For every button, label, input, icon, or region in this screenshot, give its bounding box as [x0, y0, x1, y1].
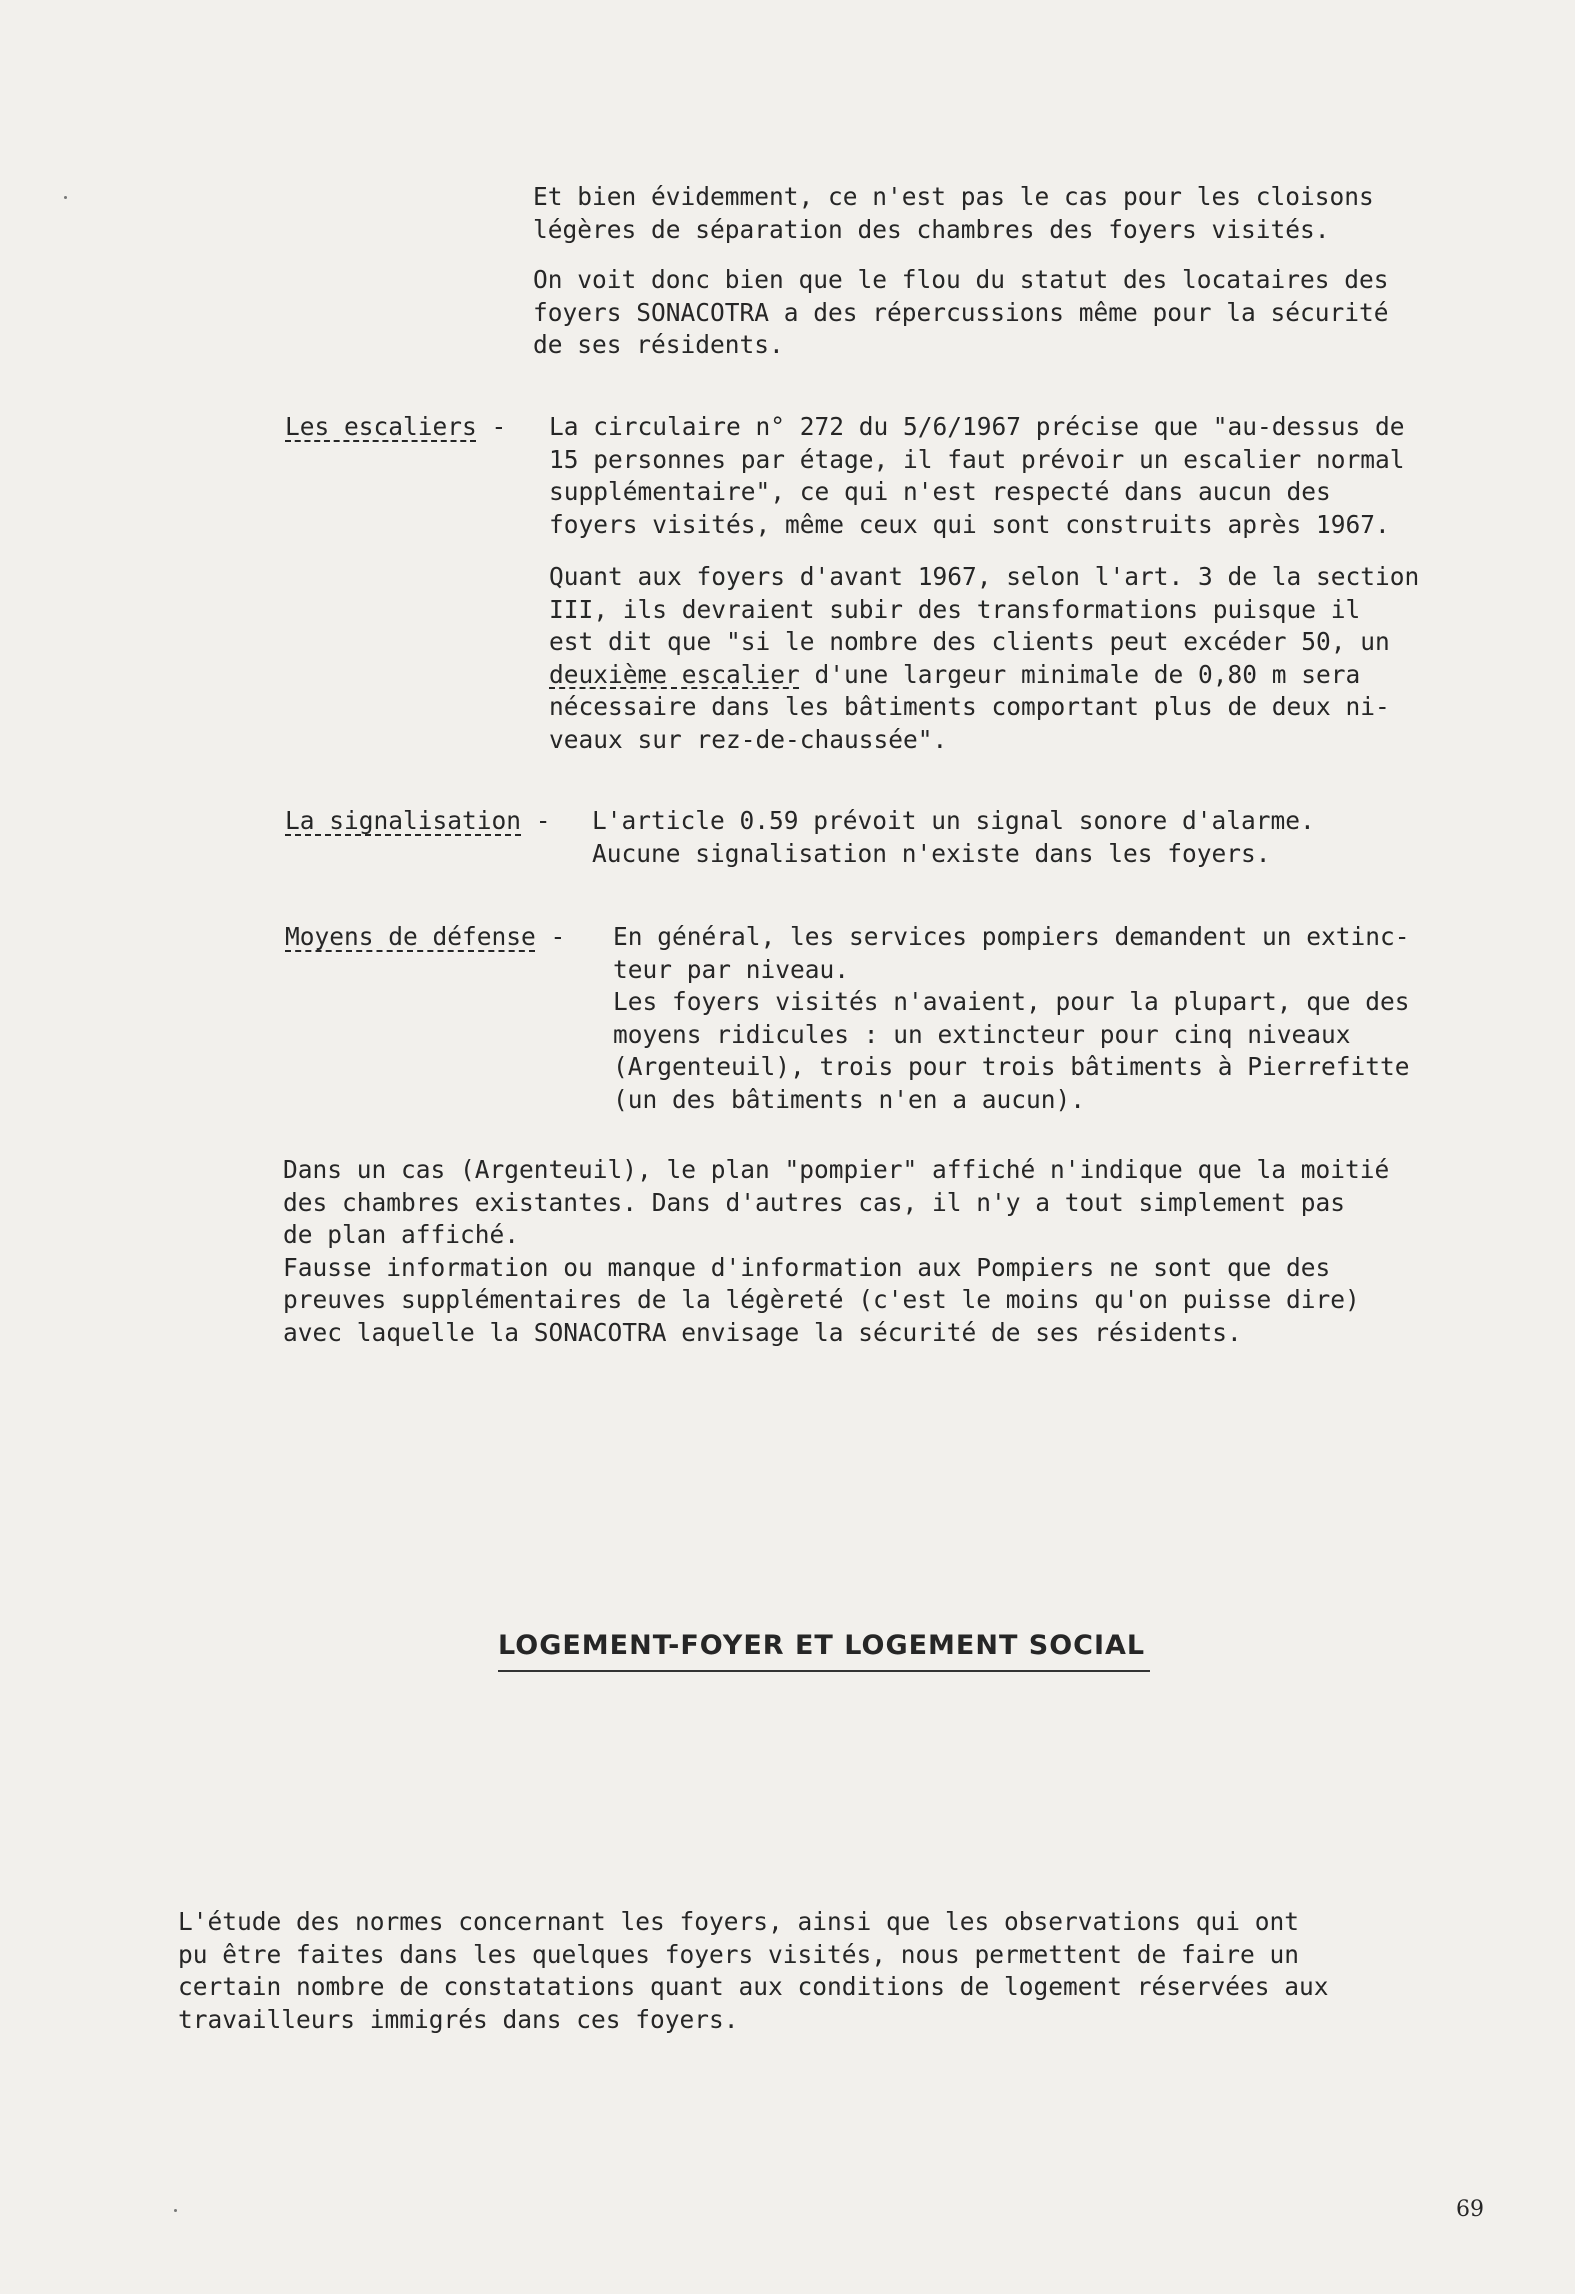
text-line: supplémentaire", ce qui n'est respecté dans aucun des	[549, 477, 1331, 506]
paragraph-cloisons	[533, 181, 1374, 246]
text-line: avec laquelle la SONACOTRA envisage la sécurité de ses résidents.	[283, 1317, 1242, 1347]
section-title-underline	[498, 1670, 1150, 1672]
text-line: d'une largeur minimale de 0,80 m sera	[799, 659, 1361, 689]
text-line: L'étude des normes concernant les foyers, ainsi que les observations qui ont	[178, 1907, 1300, 1936]
text-line: Fausse information ou manque d'information aux Pompiers ne sont que des	[283, 1252, 1331, 1282]
label-text: Les escaliers	[285, 412, 477, 441]
paragraph-plan-pompier	[283, 1154, 1389, 1349]
text-line: travailleurs immigrés dans ces foyers.	[178, 2004, 739, 2034]
label-dash: -	[491, 412, 507, 441]
text-line: Quant aux foyers d'avant 1967, selon l'art. 3 de la section	[549, 562, 1420, 591]
paragraph-escaliers	[549, 411, 1405, 541]
text-line: de ses résidents.	[533, 330, 784, 359]
text-line: 15 personnes par étage, il faut prévoir un escalier normal	[549, 444, 1405, 474]
text-line: des chambres existantes. Dans d'autres cas, il n'y a tout simplement pas	[283, 1187, 1346, 1217]
text-line: foyers visités, même ceux qui sont construits après 1967.	[549, 509, 1390, 539]
paragraph-flou-statut	[533, 264, 1389, 362]
label-text: Moyens de défense	[285, 922, 536, 951]
text-line: (un des bâtiments n'en a aucun).	[613, 1084, 1086, 1114]
text-line: teur par niveau.	[613, 954, 850, 984]
text-line: preuves supplémentaires de la légèreté (c'est le moins qu'on puisse dire)	[283, 1285, 1360, 1314]
text-line: III, ils devraient subir des transformations puisque il	[549, 594, 1361, 624]
text-line: Aucune signalisation n'existe dans les foyers.	[592, 838, 1271, 868]
paragraph-signalisation	[592, 805, 1315, 870]
text-line: moyens ridicules : un extincteur pour cinq niveaux	[613, 1019, 1351, 1049]
text-line: de plan affiché.	[283, 1220, 520, 1249]
label-moyens-defense	[285, 921, 565, 954]
text-line: Les foyers visités n'avaient, pour la plupart, que des	[613, 987, 1410, 1016]
text-line: est dit que "si le nombre des clients peut excéder 50, un	[549, 627, 1390, 656]
text-line: On voit donc bien que le flou du statut des locataires des	[533, 265, 1389, 294]
text-line: certain nombre de constatations quant aux conditions de logement réservées aux	[178, 1972, 1329, 2001]
section-title: LOGEMENT-FOYER ET LOGEMENT SOCIAL	[498, 1630, 1146, 1661]
text-line: légères de séparation des chambres des foyers visités.	[533, 214, 1330, 244]
text-line: Et bien évidemment, ce n'est pas le cas pour les cloisons	[533, 182, 1374, 211]
text-line: La circulaire n° 272 du 5/6/1967 précise que "au-dessus de	[549, 412, 1405, 441]
text-line: foyers SONACOTRA a des répercussions même pour la sécurité	[533, 297, 1389, 327]
text-line: L'article 0.59 prévoit un signal sonore d'alarme.	[592, 806, 1315, 835]
text-line: pu être faites dans les quelques foyers visités, nous permettent de faire un	[178, 1939, 1300, 1969]
label-dash: -	[535, 806, 551, 835]
paper-speck	[64, 196, 67, 199]
label-dash: -	[550, 922, 566, 951]
page-number: 69	[1456, 2197, 1484, 2222]
text-line: En général, les services pompiers demandent un extinc-	[613, 922, 1410, 951]
text-line: nécessaire dans les bâtiments comportant plus de deux ni-	[549, 692, 1390, 721]
paragraph-etude-normes	[178, 1906, 1329, 2036]
label-escaliers	[285, 411, 506, 444]
text-line: Dans un cas (Argenteuil), le plan "pompier" affiché n'indique que la moitié	[283, 1155, 1390, 1184]
text-line: veaux sur rez-de-chaussée".	[549, 724, 948, 754]
paragraph-foyers-avant-1967	[549, 561, 1419, 756]
paragraph-moyens-defense	[613, 921, 1410, 1116]
text-line: (Argenteuil), trois pour trois bâtiments à Pierrefitte	[613, 1052, 1410, 1081]
underlined-term: deuxième escalier	[549, 659, 800, 689]
paper-speck	[174, 2209, 177, 2212]
label-signalisation	[285, 805, 551, 838]
label-text: La signalisation	[285, 806, 522, 835]
